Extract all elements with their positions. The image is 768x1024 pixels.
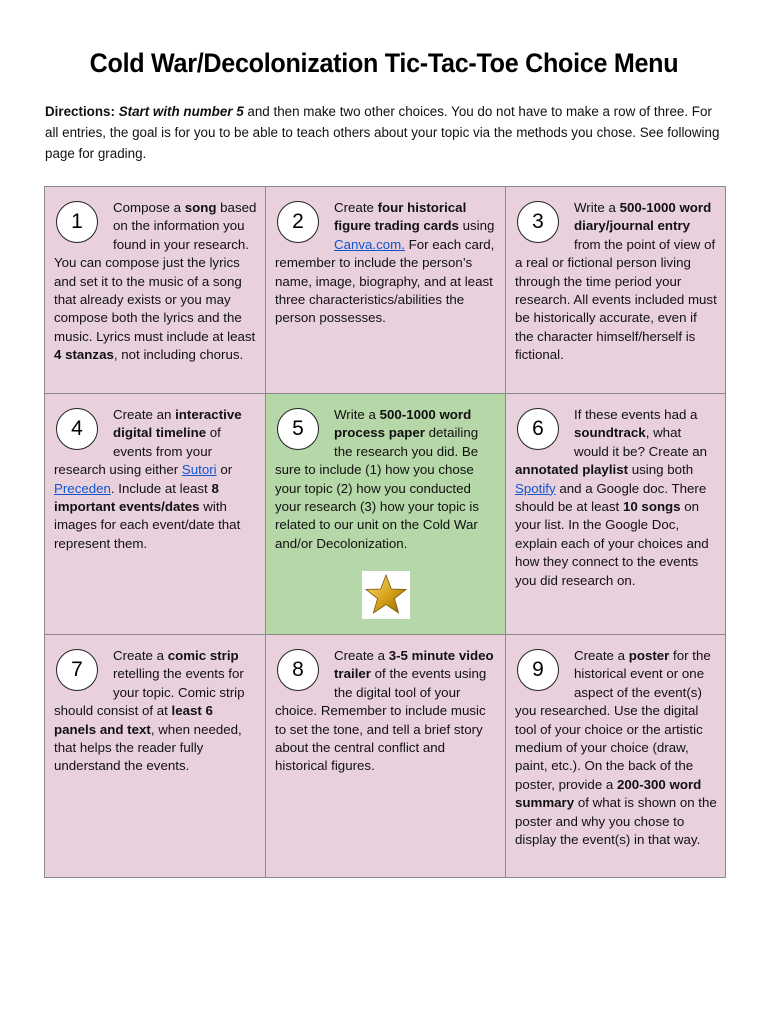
tool-link[interactable]: Sutori [181,462,217,478]
text-run: based on the information you found in your research. You can compose just the lyrics and set it to the music of a song that already exists or you may compose both the lyrics and the music. Lyrics must include at least [54,200,257,344]
number-badge: 4 [56,408,98,450]
text-run: Create a [113,648,168,663]
text-run: , what would it be? Create an [574,425,708,459]
choice-cell-9 [506,635,725,877]
text-run: Create [334,200,378,215]
number-badge: 5 [277,408,319,450]
bold-text: comic strip [167,648,239,663]
directions-text: and then make two other choices. You do not have to make a row of three. For all entries, the goal is for you to be able to teach others about your topic via the methods you chose. See following page for grading. [45,104,720,161]
bold-text: least 6 panels and text [54,703,213,737]
bold-text: 10 songs [622,499,681,515]
bold-text: interactive digital timeline [113,407,242,441]
text-run: retelling the events for your topic. Comic strip should consist of at [54,666,245,719]
choice-cell-8 [266,635,506,877]
text-run: from the point of view of a real or fictional person living through the time period your research. All events included must be historically accurate, even if the character himself/herself is fictional. [515,236,717,363]
choice-cell-3 [506,187,725,394]
text-run: If these events had a [574,407,698,422]
number-badge: 6 [517,408,559,450]
text-run: Write a [334,407,380,422]
bold-text: 200-300 word summary [515,776,702,811]
bold-text: annotated playlist [515,462,629,478]
text-run: Create a [574,648,629,663]
text-run: For each card, remember to include the person’s name, image, biography, and at least three characteristics/abilities the person possesses. [275,236,495,326]
text-run: , when needed, that helps the reader fully understand the events. [54,721,242,774]
tool-link[interactable]: Preceden [54,480,111,496]
bold-text: song [184,200,217,215]
text-run: Write a [574,200,620,215]
bold-text: soundtrack [574,425,646,441]
choice-cell-6 [506,394,725,635]
text-run: on your list. In the Google Doc, explain each of your choices and how they connect to the events you did research on. [515,499,709,588]
text-run: Compose a [113,200,185,215]
text-run: of the events using the digital tool of your choice. Remember to include music to set the tone, and tell a brief story about the central conflict and historical figures. [275,666,487,774]
bold-text: 500-1000 word process paper [334,407,472,441]
text-run: detailing the research you did. Be sure to include (1) how you chose your topic (2) how you conducted your research (3) how your topic is related to our unit on the Cold War and/or Decolonization. [275,425,479,551]
bold-text: four historical figure trading cards [334,200,467,234]
choice-cell-2 [266,187,506,394]
text-run: with images for each event/date that represent them. [54,499,241,551]
number-badge: 3 [517,201,559,243]
text-run: , not including chorus. [113,347,244,363]
tool-link[interactable]: Canva.com. [334,236,405,252]
text-run: or [216,462,233,478]
number-badge: 1 [56,201,98,243]
gold-star-icon [362,571,410,619]
text-run: Create a [334,648,389,663]
text-run: for the historical event or one aspect of the event(s) you researched. Use the digital tool of your choice or the artistic medium of your choice (draw, paint, etc.). On the back of the poster, provide a [515,648,711,792]
number-badge: 7 [56,649,98,691]
bold-text: 8 important events/dates [54,480,219,515]
choice-cell-7 [45,635,266,877]
text-run: . Include at least [110,480,212,496]
text-run: of what is shown on the poster and why you chose to display the event(s) in that way. [515,795,717,848]
bold-text: poster [628,648,670,663]
number-badge: 9 [517,649,559,691]
choice-cell-1 [45,187,266,394]
text-run: of events from your research using either [54,425,221,478]
page-title: Cold War/Decolonization Tic-Tac-Toe Choice Menu [89,48,679,78]
text-run: using [458,218,495,234]
directions-emphasis: Start with number 5 [118,104,244,119]
directions [45,101,725,164]
bold-text: 3-5 minute video trailer [334,648,494,682]
number-badge: 8 [277,649,319,691]
choice-cell-4 [45,394,266,635]
number-badge: 2 [277,201,319,243]
text-run: using both [628,462,694,478]
bold-text: 4 stanzas [54,347,114,363]
text-run: Create an [113,407,176,422]
tool-link[interactable]: Spotify [515,480,556,496]
bold-text: 500-1000 word diary/journal entry [574,200,712,234]
directions-lead: Directions: [45,104,115,119]
choice-grid [44,186,726,878]
choice-cell-5 [266,394,506,635]
text-run: and a Google doc. There should be at least [515,480,707,515]
